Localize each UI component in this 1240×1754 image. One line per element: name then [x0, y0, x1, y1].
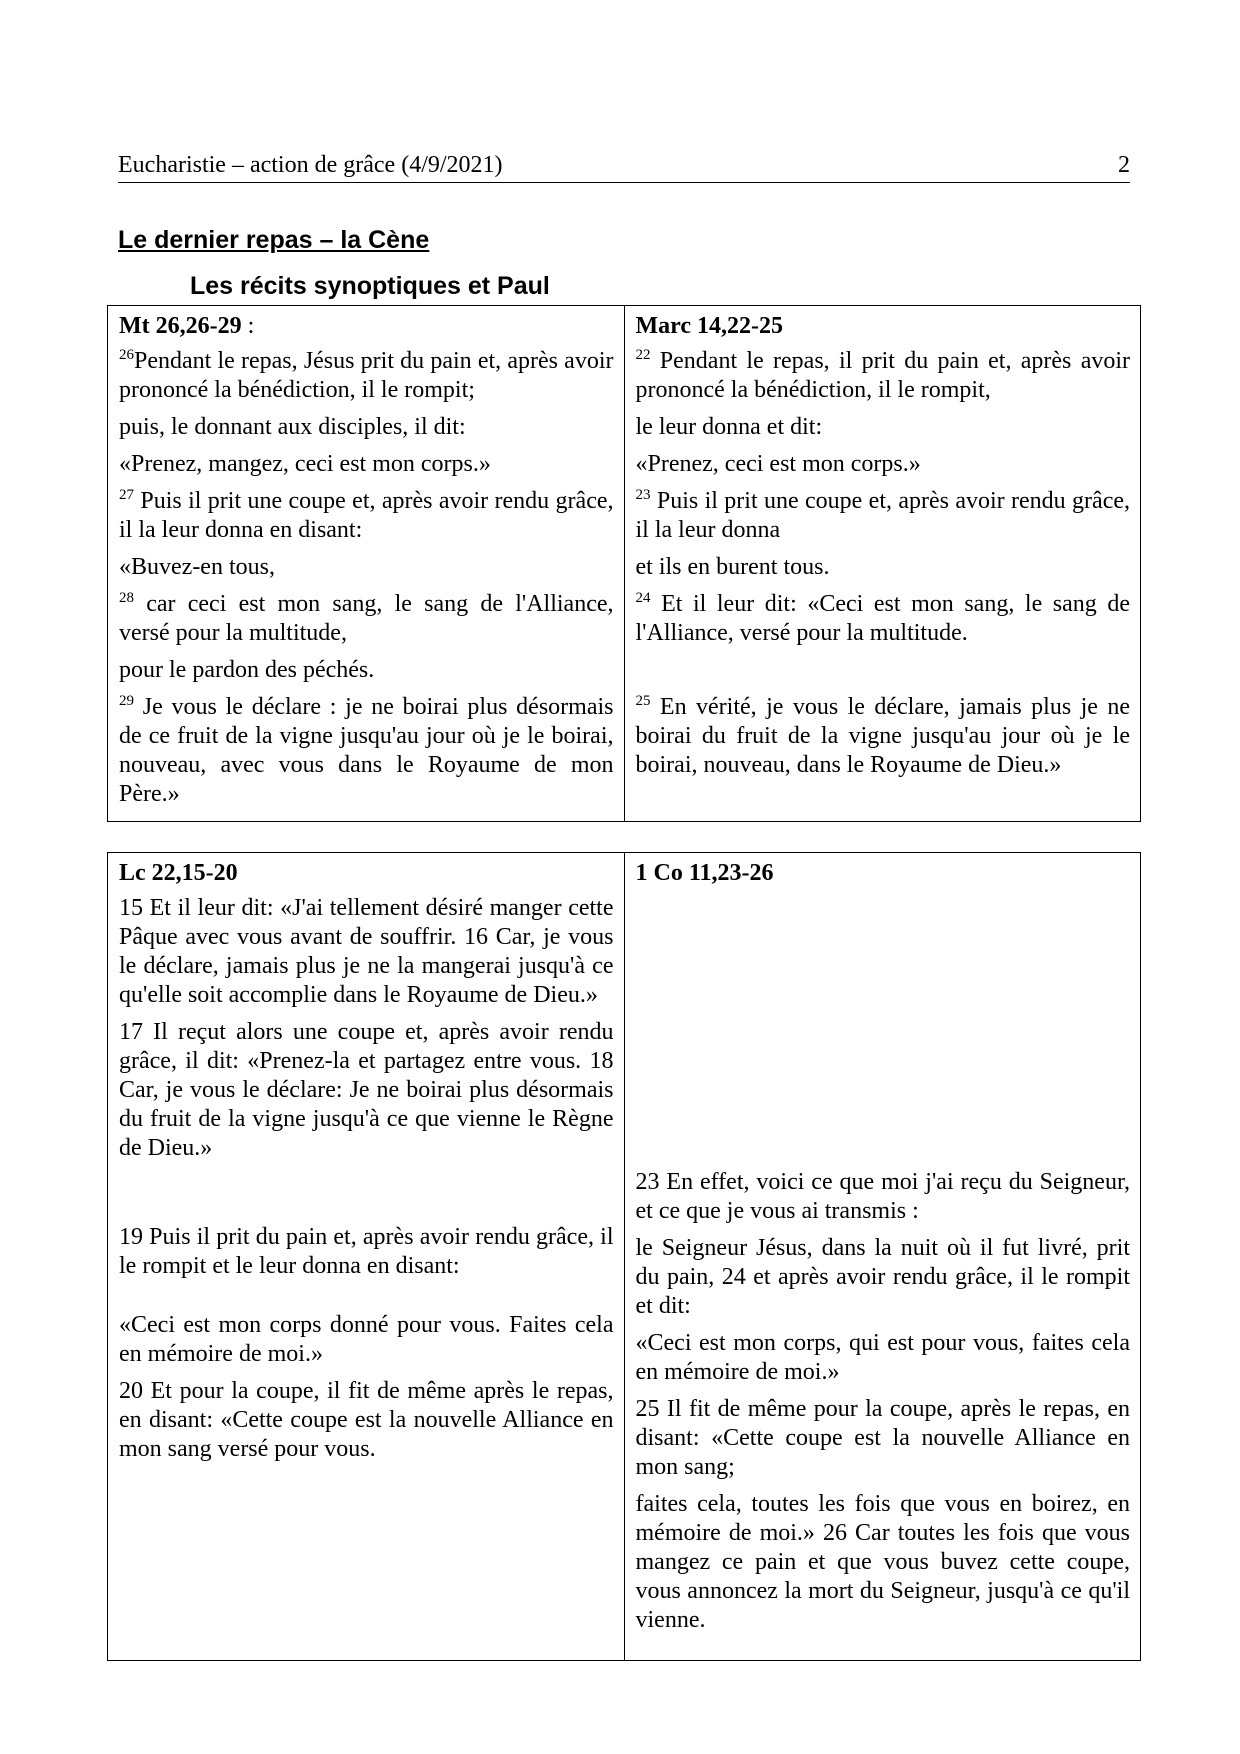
corinthians-text: «Ceci est mon corps, qui est pour vous, faites cela en mémoire de moi.»: [635, 1330, 1130, 1385]
mark-text: «Prenez, ceci est mon corps.»: [635, 451, 921, 477]
matthew-text: puis, le donnant aux disciples, il dit:: [119, 414, 466, 440]
mark-text: le leur donna et dit:: [635, 414, 823, 440]
luke-verse-20: 20 Et pour la coupe, il fit de même après le repas, en disant: «Cette coupe est la nouvelle Alliance en mon sang versé pour vous.: [119, 1378, 614, 1462]
mark-verse-23: $^{23}$ Puis il prit une coupe et, après avoir rendu grâce, il la leur donna: [635, 487, 1130, 543]
matthew-verse-29: $^{29}$ Je vous le déclare : je ne boirai plus désormais de ce fruit de la vigne jusqu'au jour où je le boirai, nouveau, avec vous dans le Royaume de mon Père.»: [119, 693, 614, 807]
mark-verse-25: $^{25}$ En vérité, je vous le déclare, jamais plus je ne boirai du fruit de la vigne jusqu'au jour où je le boirai, nouveau, dans le Royaume de Dieu.»: [635, 693, 1130, 778]
corinthians-column: [624, 853, 1141, 1661]
matthew-text: pour le pardon des péchés.: [119, 657, 375, 683]
corinthians-verse-25: 25 Il fit de même pour la coupe, après le repas, en disant: «Cette coupe est la nouvelle Alliance en mon sang;: [635, 1396, 1130, 1480]
luke-verse-19: 19 Puis il prit du pain et, après avoir rendu grâce, il le rompit et le leur donna en disant:: [119, 1224, 614, 1279]
luke-text: «Ceci est mon corps donné pour vous. Faites cela en mémoire de moi.»: [119, 1312, 614, 1367]
mark-text: et ils en burent tous.: [635, 554, 830, 580]
corinthians-spacer: [636, 894, 1131, 1160]
luke-reference: Lc 22,15-20: [119, 860, 238, 886]
mark-spacer: [636, 656, 1131, 685]
luke-verses-17-18: 17 Il reçut alors une coupe et, après avoir rendu grâce, il dit: «Prenez-la et partagez entre vous. 18 Car, je vous le déclare: Je ne boirai plus désormais du fruit de la vigne jusqu'à ce que vienne le Règne de Dieu.»: [119, 1019, 614, 1161]
running-header: [118, 152, 1130, 183]
matthew-verse-26: $^{26}$Pendant le repas, Jésus prit du pain et, après avoir prononcé la bénédiction, il le rompit;: [119, 347, 614, 403]
matthew-text: «Buvez-en tous,: [119, 554, 275, 580]
luke-verses-15-16: 15 Et il leur dit: «J'ai tellement désiré manger cette Pâque avec vous avant de souffrir. 16 Car, je vous le déclare, jamais plus je ne la mangerai jusqu'à ce qu'elle soit accomplie dans le Royaume de Dieu.»: [119, 895, 614, 1008]
section-heading: Le dernier repas – la Cène: [118, 226, 430, 254]
matthew-column: [108, 306, 625, 822]
mark-verse-22: $^{22}$ Pendant le repas, il prit du pain et, après avoir prononcé la bénédiction, il le rompit,: [635, 347, 1130, 403]
corinthians-reference: 1 Co 11,23-26: [635, 860, 774, 886]
mark-reference: Marc 14,22-25: [635, 313, 784, 339]
synoptic-table-1: [107, 305, 1141, 822]
header-title: Eucharistie – action de grâce (4/9/2021): [118, 152, 503, 178]
mark-column: [624, 306, 1141, 822]
page-number: 2: [1118, 152, 1130, 178]
matthew-verse-28: $^{28}$ car ceci est mon sang, le sang de l'Alliance, versé pour la multitude,: [119, 590, 614, 646]
matthew-text: «Prenez, mangez, ceci est mon corps.»: [119, 451, 491, 477]
matthew-reference: Mt 26,26-29 :: [119, 313, 255, 339]
luke-spacer: [119, 1171, 614, 1215]
synoptic-table-2: [107, 852, 1141, 1661]
corinthians-verse-23: 23 En effet, voici ce que moi j'ai reçu du Seigneur, et ce que je vous ai transmis :: [635, 1169, 1130, 1224]
section-subheading: Les récits synoptiques et Paul: [190, 272, 550, 300]
matthew-verse-27: $^{27}$ Puis il prit une coupe et, après avoir rendu grâce, il la leur donna en disant:: [119, 487, 614, 543]
corinthians-verse-24: le Seigneur Jésus, dans la nuit où il fut livré, prit du pain, 24 et après avoir rendu grâce, il le rompit et dit:: [635, 1235, 1130, 1319]
corinthians-verse-26: faites cela, toutes les fois que vous en boirez, en mémoire de moi.» 26 Car toutes les fois que vous mangez ce pain et que vous buvez cette coupe, vous annoncez la mort du Seigneur, jusqu'à ce qu'il vienne.: [635, 1491, 1130, 1633]
luke-column: [108, 853, 625, 1661]
mark-verse-24: $^{24}$ Et il leur dit: «Ceci est mon sang, le sang de l'Alliance, versé pour la multitude.: [635, 590, 1130, 646]
